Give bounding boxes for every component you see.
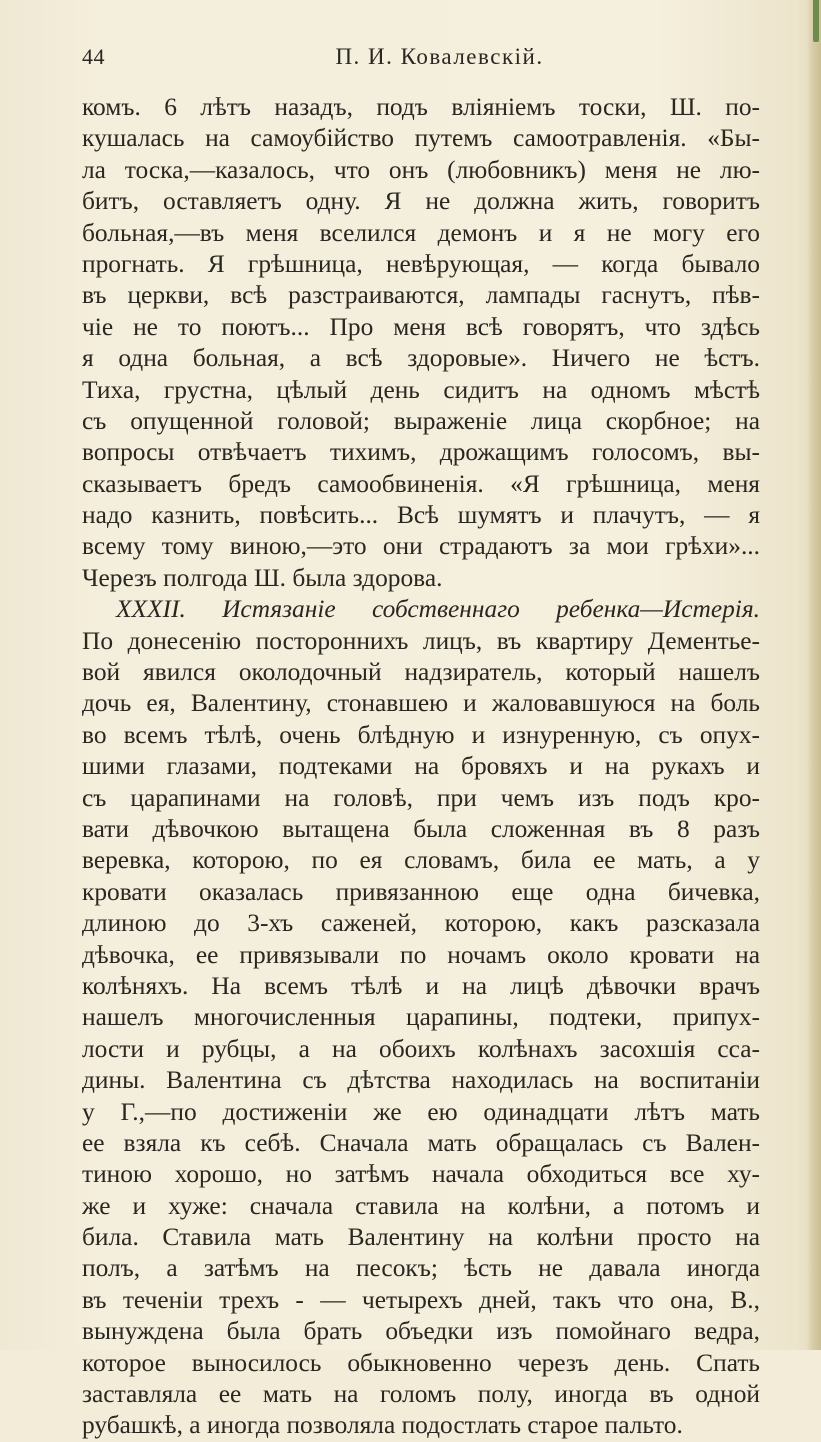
text-line: съ царапинами на головѣ, при чемъ изъ подъ кро- — [82, 783, 760, 812]
text-line: вати дѣвочкою вытащена была сложенная въ 8 разъ — [82, 814, 760, 843]
text-line: веревка, которою, по ея словамъ, била ее мать, а у — [82, 846, 760, 875]
text-line: вынуждена была брать объедки изъ помойнаго ведра, — [82, 1317, 760, 1346]
text-line: колѣняхъ. На всемъ тѣлѣ и на лицѣ дѣвочки врачъ — [82, 971, 760, 1000]
text-line: въ церкви, всѣ разстраиваются, лампады гаснутъ, пѣв- — [82, 281, 760, 310]
text-line: шими глазами, подтеками на бровяхъ и на рукахъ и — [82, 752, 760, 781]
text-line: заставляла ее мать на голомъ полу, иногда въ одной — [82, 1380, 760, 1409]
text-line: въ теченіи трехъ - — четырехъ дней, такъ что она, В., — [82, 1285, 760, 1314]
text-line: всему тому виною,—это они страдаютъ за мои грѣхи»... — [82, 532, 760, 561]
text-line: которое выносилось обыкновенно черезъ день. Спать — [82, 1348, 760, 1377]
text-line: вой явился околодочный надзиратель, который нашелъ — [82, 658, 760, 687]
text-line: полъ, а затѣмъ на песокъ; ѣсть не давала иногда — [82, 1254, 760, 1283]
text-line: Черезъ полгода Ш. была здорова. — [82, 563, 443, 592]
text-line: же и хуже: сначала ставила на колѣни, а потомъ и — [82, 1191, 760, 1220]
page-edge — [807, 0, 821, 1350]
text-line: больная,—въ меня вселился демонъ и я не могу его — [82, 218, 760, 247]
body-text — [82, 92, 760, 1442]
text-line: лости и рубцы, а на обоихъ колѣнахъ засохшія сса- — [82, 1034, 760, 1063]
page-number: 44 — [82, 44, 105, 69]
text-line: кушалась на самоубійство путемъ самоотравленія. «Бы- — [82, 124, 760, 153]
text-line: прогнать. Я грѣшница, невѣрующая, — когда бывало — [82, 249, 760, 278]
text-line: комъ. 6 лѣтъ назадъ, подъ вліяніемъ тоски, Ш. по- — [82, 93, 760, 121]
text-line: По донесенію постороннихъ лицъ, въ квартиру Дементье- — [82, 626, 760, 655]
text-line: тиною хорошо, но затѣмъ начала обходиться все ху- — [82, 1160, 760, 1189]
text-line: длиною до 3-хъ саженей, которою, какъ разсказала — [82, 909, 760, 938]
bookmark-ribbon — [813, 0, 819, 42]
text-line: надо казнить, повѣсить... Всѣ шумятъ и плачутъ, — я — [82, 501, 760, 530]
running-head: П. И. Ковалевскій. — [335, 44, 544, 69]
text-line: я одна больная, а всѣ здоровые». Ничего не ѣстъ. — [82, 344, 760, 373]
text-line: ла тоска,—казалось, что онъ (любовникъ) меня не лю- — [82, 155, 760, 184]
text-line: у Г.,—по достиженіи же ею одинадцати лѣтъ мать — [82, 1097, 760, 1126]
text-line: кровати оказалась привязанною еще одна бичевка, — [82, 877, 760, 906]
text-line: Тиха, грустна, цѣлый день сидитъ на одномъ мѣстѣ — [82, 375, 760, 404]
text-line: била. Ставила мать Валентину на колѣни просто на — [82, 1223, 760, 1252]
text-line: ее взяла къ себѣ. Сначала мать обращалась съ Вален- — [82, 1128, 760, 1157]
page-header — [82, 44, 757, 80]
text-line: дѣвочка, ее привязывали по ночамъ около кровати на — [82, 940, 760, 969]
text-line: битъ, оставляетъ одну. Я не должна жить, говоритъ — [82, 187, 760, 216]
text-line: чіе не то поютъ... Про меня всѣ говорятъ, что здѣсь — [82, 312, 760, 341]
section-heading: XXXII. Истязаніе собственнаго ребенка—Истерія. — [116, 595, 760, 624]
text-line: съ опущенной головой; выраженіе лица скорбное; на — [82, 406, 760, 435]
text-line: нашелъ многочисленныя царапины, подтеки, припух- — [82, 1003, 760, 1032]
text-line: рубашкѣ, а иногда позволяла подостлать старое пальто. — [82, 1411, 683, 1440]
text-line: во всемъ тѣлѣ, очень блѣдную и изнуренную, съ опух- — [82, 720, 760, 749]
text-line: дочь ея, Валентину, стонавшею и жаловавшуюся на боль — [82, 689, 760, 718]
text-line: вопросы отвѣчаетъ тихимъ, дрожащимъ голосомъ, вы- — [82, 438, 760, 467]
text-line: дины. Валентина съ дѣтства находилась на воспитаніи — [82, 1066, 760, 1095]
text-line: сказываетъ бредъ самообвиненія. «Я грѣшница, меня — [82, 469, 760, 498]
